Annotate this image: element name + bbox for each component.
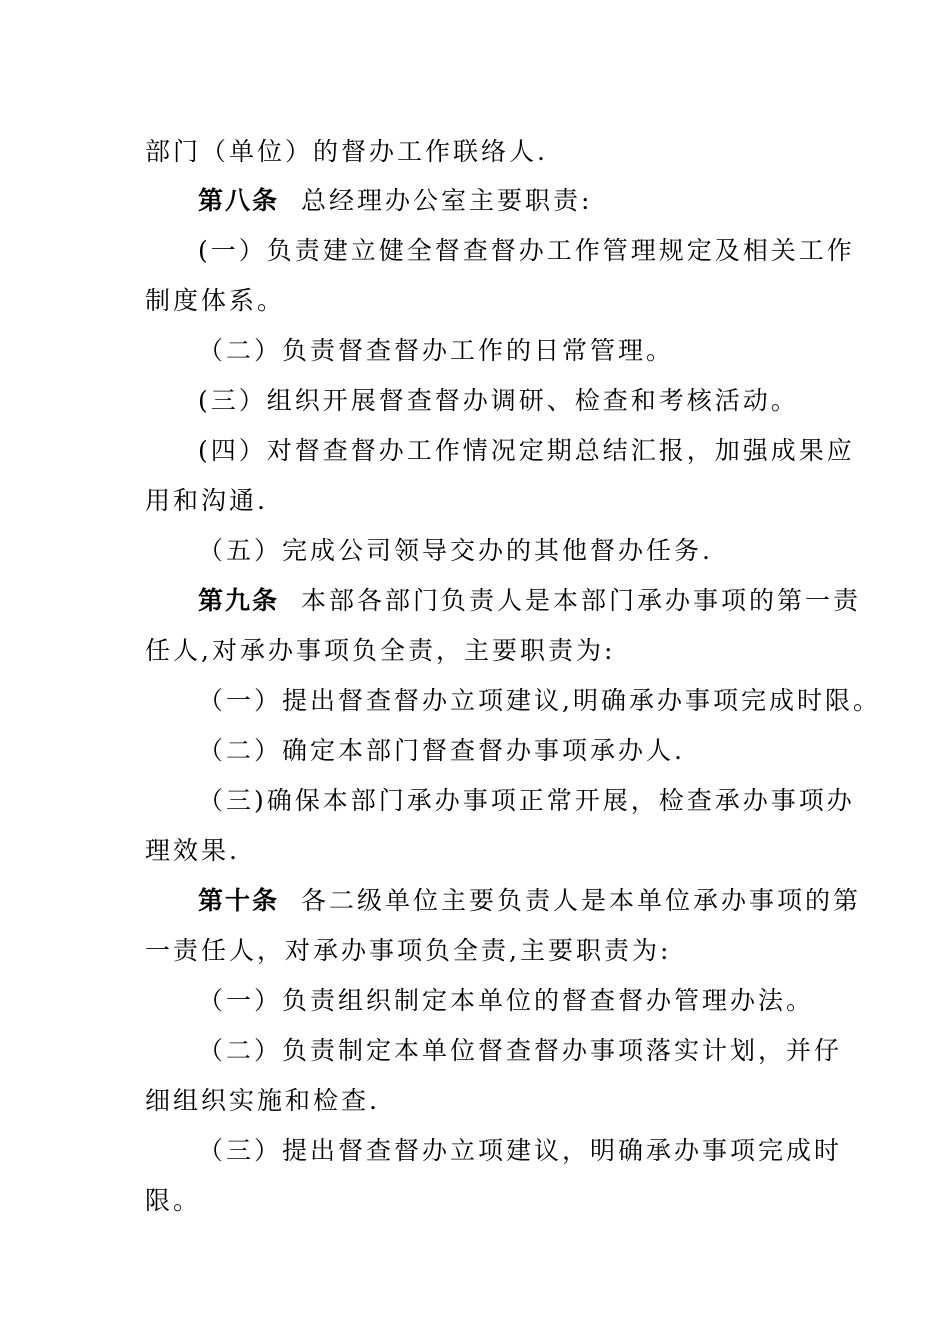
text-line: 细组织实施和检查. bbox=[145, 1086, 380, 1115]
article-9 bbox=[198, 586, 861, 616]
text-line: (三）组织开展督查督办调研、检查和考核活动。 bbox=[198, 386, 799, 415]
text-line: 限。 bbox=[145, 1186, 202, 1215]
article-8-text: 总经理办公室主要职责: bbox=[301, 186, 593, 215]
text-line: (四）对督查督办工作情况定期总结汇报，加强成果应 bbox=[198, 436, 855, 465]
text-line: 任人,对承办事项负全责，主要职责为: bbox=[145, 636, 616, 665]
text-line: （一）负责组织制定本单位的督查督办管理办法。 bbox=[198, 986, 815, 1015]
text-line: （二）负责制定本单位督查督办事项落实计划，并仔 bbox=[198, 1036, 843, 1065]
article-10-heading: 第十条 bbox=[198, 886, 280, 915]
text-line: 理效果. bbox=[145, 836, 240, 865]
text-line: （一）提出督查督办立项建议,明确承办事项完成时限。 bbox=[198, 686, 881, 715]
article-10 bbox=[198, 886, 861, 916]
article-8 bbox=[198, 186, 592, 216]
article-8-heading: 第八条 bbox=[198, 186, 280, 215]
text-line: 制度体系。 bbox=[145, 286, 286, 315]
text-line: 一责任人，对承办事项负全责,主要职责为: bbox=[145, 936, 672, 965]
text-line: 用和沟通. bbox=[145, 486, 268, 515]
text-line: （三）提出督查督办立项建议，明确承办事项完成时 bbox=[198, 1136, 843, 1165]
article-9-heading: 第九条 bbox=[198, 586, 280, 615]
text-line: （二）确定本部门督查督办事项承办人. bbox=[198, 736, 685, 765]
article-9-text: 本部各部门负责人是本部门承办事项的第一责 bbox=[301, 586, 862, 615]
text-line: （五）完成公司领导交办的其他督办任务. bbox=[198, 536, 713, 565]
text-line: (一）负责建立健全督查督办工作管理规定及相关工作 bbox=[198, 236, 855, 265]
text-line: （二）负责督查督办工作的日常管理。 bbox=[198, 336, 675, 365]
text-line: （三)确保本部门承办事项正常开展，检查承办事项办 bbox=[198, 786, 855, 815]
article-10-text: 各二级单位主要负责人是本单位承办事项的第 bbox=[301, 886, 862, 915]
text-line: 部门（单位）的督办工作联络人. bbox=[145, 137, 548, 166]
